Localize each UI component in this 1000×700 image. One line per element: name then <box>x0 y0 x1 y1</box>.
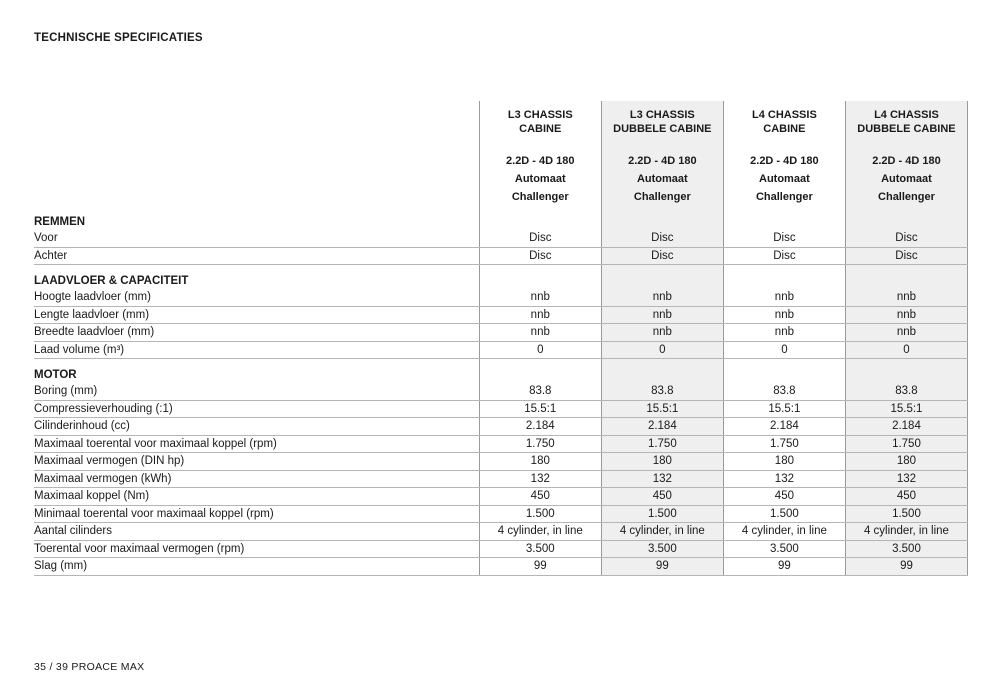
section-blank-cell <box>723 359 845 384</box>
table-row <box>34 306 968 324</box>
table-cell: 15.5:1 <box>601 400 723 418</box>
table-cell: nnb <box>845 289 967 306</box>
table-cell: 2.184 <box>479 418 601 436</box>
section-blank-cell <box>723 206 845 230</box>
table-cell: nnb <box>723 324 845 342</box>
section-title: LAADVLOER & CAPACITEIT <box>34 275 189 287</box>
table-cell: nnb <box>601 289 723 306</box>
section-header-row <box>34 359 968 384</box>
table-cell: 3.500 <box>601 540 723 558</box>
section-blank-cell <box>479 265 601 290</box>
section-title: REMMEN <box>34 216 86 228</box>
row-label: Maximaal koppel (Nm) <box>34 488 479 506</box>
spec-table <box>34 101 968 576</box>
row-label: Lengte laadvloer (mm) <box>34 306 479 324</box>
section-blank-cell <box>845 206 967 230</box>
table-cell: 0 <box>479 341 601 359</box>
row-label: Cilinderinhoud (cc) <box>34 418 479 436</box>
table-cell: 3.500 <box>845 540 967 558</box>
page-footer: 35 / 39 PROACE MAX <box>34 661 145 673</box>
table-cell: 132 <box>723 470 845 488</box>
row-label: Breedte laadvloer (mm) <box>34 324 479 342</box>
table-cell: 180 <box>601 453 723 471</box>
model-name-line1: L4 CHASSIS <box>751 109 817 121</box>
spec-table-body <box>34 206 968 575</box>
table-cell: nnb <box>479 324 601 342</box>
model-name-line1: L3 CHASSIS <box>629 109 695 121</box>
model-name-line2: DUBBELE CABINE <box>613 123 712 135</box>
table-cell: Disc <box>601 230 723 247</box>
table-cell: 1.500 <box>479 505 601 523</box>
model-column-header <box>479 101 601 206</box>
row-label: Achter <box>34 247 479 265</box>
table-cell: Disc <box>601 247 723 265</box>
table-row <box>34 341 968 359</box>
table-cell: 2.184 <box>723 418 845 436</box>
table-cell: Disc <box>723 247 845 265</box>
model-grade: Challenger <box>633 191 691 203</box>
table-row <box>34 453 968 471</box>
model-engine: 2.2D - 4D 180 <box>872 155 941 167</box>
table-cell: nnb <box>845 324 967 342</box>
table-cell: 132 <box>601 470 723 488</box>
table-cell: 99 <box>723 558 845 576</box>
section-header-row <box>34 265 968 290</box>
table-cell: 180 <box>723 453 845 471</box>
table-cell: 1.500 <box>723 505 845 523</box>
table-cell: 83.8 <box>479 383 601 400</box>
table-cell: 1.750 <box>479 435 601 453</box>
table-cell: 1.750 <box>723 435 845 453</box>
section-blank-cell <box>601 265 723 290</box>
table-cell: 1.750 <box>845 435 967 453</box>
section-blank-cell <box>479 359 601 384</box>
table-cell: nnb <box>601 306 723 324</box>
row-label: Slag (mm) <box>34 558 479 576</box>
table-cell: Disc <box>845 247 967 265</box>
table-cell: Disc <box>845 230 967 247</box>
page-title: TECHNISCHE SPECIFICATIES <box>34 32 203 44</box>
model-header-row <box>34 101 968 206</box>
row-label: Toerental voor maximaal vermogen (rpm) <box>34 540 479 558</box>
table-row <box>34 488 968 506</box>
model-transmission: Automaat <box>759 173 810 185</box>
table-row <box>34 523 968 541</box>
table-row <box>34 383 968 400</box>
model-column-header <box>723 101 845 206</box>
table-cell: 15.5:1 <box>479 400 601 418</box>
section-blank-cell <box>845 359 967 384</box>
model-name-line2: CABINE <box>519 123 562 135</box>
table-row <box>34 230 968 247</box>
table-cell: 83.8 <box>723 383 845 400</box>
table-row <box>34 418 968 436</box>
table-row <box>34 324 968 342</box>
table-cell: 4 cylinder, in line <box>601 523 723 541</box>
table-cell: 83.8 <box>845 383 967 400</box>
model-name-line2: DUBBELE CABINE <box>857 123 956 135</box>
model-name-line1: L3 CHASSIS <box>507 109 573 121</box>
section-header-row <box>34 206 968 230</box>
table-row <box>34 470 968 488</box>
table-row <box>34 540 968 558</box>
section-blank-cell <box>845 265 967 290</box>
section-blank-cell <box>601 206 723 230</box>
table-cell: 0 <box>723 341 845 359</box>
section-blank-cell <box>479 206 601 230</box>
model-name-line2: CABINE <box>763 123 806 135</box>
model-transmission: Automaat <box>514 173 566 185</box>
model-engine: 2.2D - 4D 180 <box>506 155 575 167</box>
table-cell: 180 <box>479 453 601 471</box>
row-label: Hoogte laadvloer (mm) <box>34 289 479 306</box>
table-cell: 2.184 <box>845 418 967 436</box>
table-cell: 450 <box>479 488 601 506</box>
table-cell: 4 cylinder, in line <box>845 523 967 541</box>
model-engine: 2.2D - 4D 180 <box>628 155 697 167</box>
row-label: Maximaal toerental voor maximaal koppel (rpm) <box>34 435 479 453</box>
table-row <box>34 400 968 418</box>
row-label: Boring (mm) <box>34 383 479 400</box>
table-cell: 83.8 <box>601 383 723 400</box>
row-label: Aantal cilinders <box>34 523 479 541</box>
model-name-line1: L4 CHASSIS <box>874 109 939 121</box>
table-cell: nnb <box>479 289 601 306</box>
model-grade: Challenger <box>878 191 935 203</box>
row-label: Compressieverhouding (:1) <box>34 400 479 418</box>
table-cell: Disc <box>479 247 601 265</box>
table-cell: 99 <box>845 558 967 576</box>
table-cell: 1.750 <box>601 435 723 453</box>
table-cell: 15.5:1 <box>845 400 967 418</box>
section-title: MOTOR <box>34 369 77 381</box>
section-blank-cell <box>723 265 845 290</box>
section-blank-cell <box>601 359 723 384</box>
table-cell: nnb <box>479 306 601 324</box>
table-cell: 15.5:1 <box>723 400 845 418</box>
table-cell: 132 <box>479 470 601 488</box>
table-cell: nnb <box>845 306 967 324</box>
row-label: Voor <box>34 230 479 247</box>
table-cell: 99 <box>601 558 723 576</box>
model-grade: Challenger <box>755 191 813 203</box>
row-label: Laad volume (m³) <box>34 341 479 359</box>
model-transmission: Automaat <box>881 173 932 185</box>
table-cell: 1.500 <box>845 505 967 523</box>
model-engine: 2.2D - 4D 180 <box>750 155 819 167</box>
row-label: Maximaal vermogen (kWh) <box>34 470 479 488</box>
table-row <box>34 289 968 306</box>
row-label: Maximaal vermogen (DIN hp) <box>34 453 479 471</box>
table-cell: 180 <box>845 453 967 471</box>
table-row <box>34 505 968 523</box>
table-cell: Disc <box>723 230 845 247</box>
table-row <box>34 558 968 576</box>
table-row <box>34 247 968 265</box>
table-cell: nnb <box>723 289 845 306</box>
table-cell: 450 <box>845 488 967 506</box>
model-transmission: Automaat <box>636 173 688 185</box>
table-cell: Disc <box>479 230 601 247</box>
model-grade: Challenger <box>511 191 569 203</box>
table-cell: 0 <box>845 341 967 359</box>
model-column-header <box>845 101 967 206</box>
header-empty-cell <box>34 101 479 206</box>
table-cell: 4 cylinder, in line <box>479 523 601 541</box>
model-column-header <box>601 101 723 206</box>
table-cell: 99 <box>479 558 601 576</box>
table-cell: 0 <box>601 341 723 359</box>
row-label: Minimaal toerental voor maximaal koppel (rpm) <box>34 505 479 523</box>
table-cell: 2.184 <box>601 418 723 436</box>
table-cell: 132 <box>845 470 967 488</box>
table-cell: nnb <box>723 306 845 324</box>
table-cell: 3.500 <box>479 540 601 558</box>
table-cell: 3.500 <box>723 540 845 558</box>
table-cell: nnb <box>601 324 723 342</box>
table-row <box>34 435 968 453</box>
table-cell: 450 <box>723 488 845 506</box>
table-cell: 450 <box>601 488 723 506</box>
table-cell: 1.500 <box>601 505 723 523</box>
table-cell: 4 cylinder, in line <box>723 523 845 541</box>
